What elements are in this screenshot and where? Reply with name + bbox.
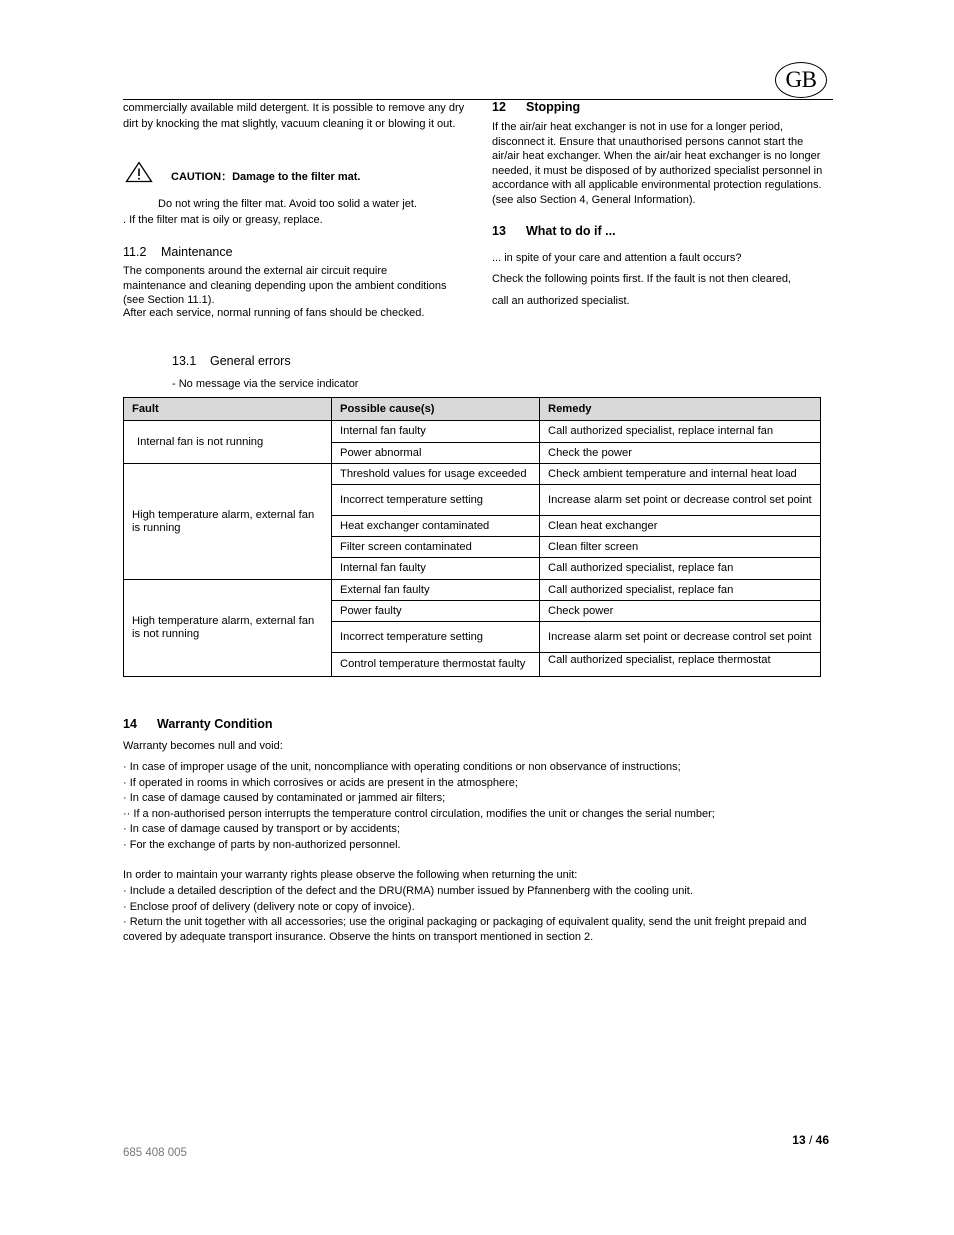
warranty-return-intro: In order to maintain your warranty rights please observe the following when returning the unit: bbox=[123, 869, 578, 881]
list-item: · Return the unit together with all accessories; use the original packaging or packaging of equivalent quality, send the unit freight prepaid and covered by adequate transport insurance. Observe the hints on transport mentioned in section 2. bbox=[123, 916, 807, 943]
fault-cell: High temperature alarm, external fan is not running bbox=[124, 580, 332, 677]
warning-triangle-icon bbox=[125, 161, 153, 183]
caution-line-1: Do not wring the filter mat. Avoid too solid a water jet. bbox=[158, 198, 418, 210]
maintenance-text: The components around the external air circuit require maintenance and cleaning depending upon the ambient conditions (see Section 11.1). bbox=[123, 265, 447, 306]
remedy-cell: Check power bbox=[540, 601, 821, 622]
what-to-do-heading: 13 What to do if ... bbox=[492, 224, 616, 238]
general-errors-heading: 13.1 General errors bbox=[172, 354, 291, 368]
maintenance-text-2: After each service, normal running of fans should be checked. bbox=[123, 307, 425, 319]
list-item: · If operated in rooms in which corrosives or acids are present in the atmosphere; bbox=[123, 776, 518, 789]
list-item: · For the exchange of parts by non-authorized personnel. bbox=[123, 838, 401, 851]
remedy-cell: Increase alarm set point or decrease control set point bbox=[540, 485, 821, 516]
warranty-heading: 14 Warranty Condition bbox=[123, 717, 273, 731]
general-errors-table bbox=[123, 397, 821, 677]
remedy-cell: Call authorized specialist, replace fan bbox=[540, 558, 821, 580]
column-header-fault: Fault bbox=[124, 398, 332, 421]
remedy-cell: Clean heat exchanger bbox=[540, 516, 821, 537]
cause-cell: Internal fan faulty bbox=[332, 558, 540, 580]
fault-cell: Internal fan is not running bbox=[124, 421, 332, 464]
warranty-intro: Warranty becomes null and void: bbox=[123, 740, 283, 752]
cause-cell: Incorrect temperature setting bbox=[332, 485, 540, 516]
list-item: ·· If a non-authorised person interrupts the temperature control circulation, modifies the unit or changes the serial number; bbox=[123, 807, 715, 820]
stopping-heading: 12 Stopping bbox=[492, 100, 581, 114]
document-number: 685 408 005 bbox=[123, 1147, 187, 1159]
cause-cell: Heat exchanger contaminated bbox=[332, 516, 540, 537]
page-number: 13 / 46 bbox=[792, 1133, 829, 1147]
remedy-cell: Check the power bbox=[540, 443, 821, 464]
remedy-cell: Clean filter screen bbox=[540, 537, 821, 558]
cause-cell: Threshold values for usage exceeded bbox=[332, 464, 540, 485]
maintenance-heading: 11.2 Maintenance bbox=[123, 245, 233, 259]
cause-cell: Internal fan faulty bbox=[332, 421, 540, 443]
caution-title: CAUTION：Damage to the filter mat. bbox=[171, 171, 361, 183]
warranty-return-list bbox=[123, 884, 833, 944]
cause-cell: External fan faulty bbox=[332, 580, 540, 601]
list-item: · Include a detailed description of the defect and the DRU(RMA) number issued by Pfannenberg with the cooling unit. bbox=[123, 885, 693, 897]
table-row bbox=[124, 421, 821, 443]
stopping-text: If the air/air heat exchanger is not in use for a longer period, disconnect it. Ensure that unauthorised persons cannot start the air/air heat exchanger. When the air/air heat exchanger is no longer needed, it must be disposed of by authorized specialist personnel in accordance with all applicable environmental protection regulations. (see also Section 4, General Information). bbox=[492, 121, 823, 206]
what-to-do-line-3: call an authorized specialist. bbox=[492, 295, 630, 307]
table-row bbox=[124, 464, 821, 485]
general-errors-note: - No message via the service indicator bbox=[172, 378, 359, 390]
column-header-remedy: Remedy bbox=[540, 398, 821, 421]
what-to-do-line-2: Check the following points first. If the fault is not then cleared, bbox=[492, 273, 791, 285]
caution-line-2: . If the filter mat is oily or greasy, replace. bbox=[123, 214, 323, 226]
cause-cell: Power faulty bbox=[332, 601, 540, 622]
remedy-cell: Increase alarm set point or decrease control set point bbox=[540, 622, 821, 653]
table-header-row bbox=[124, 398, 821, 421]
warranty-void-list bbox=[123, 760, 833, 853]
cause-cell: Control temperature thermostat faulty bbox=[332, 653, 540, 677]
list-item: · In case of damage caused by transport or by accidents; bbox=[123, 823, 400, 835]
remedy-cell: Check ambient temperature and internal heat load bbox=[540, 464, 821, 485]
list-item: · In case of damage caused by contaminated or jammed air filters; bbox=[123, 792, 446, 804]
language-badge: GB bbox=[775, 62, 827, 98]
list-item: · In case of improper usage of the unit, noncompliance with operating conditions or non observance of instructions; bbox=[123, 761, 681, 773]
cleaning-intro-text: commercially available mild detergent. It is possible to remove any dry dirt by knocking the mat slightly, vacuum cleaning it or blowing it out. bbox=[123, 102, 465, 130]
cause-cell: Filter screen contaminated bbox=[332, 537, 540, 558]
cause-cell: Incorrect temperature setting bbox=[332, 622, 540, 653]
remedy-cell: Call authorized specialist, replace fan bbox=[540, 580, 821, 601]
column-header-cause: Possible cause(s) bbox=[332, 398, 540, 421]
fault-cell: High temperature alarm, external fan is running bbox=[124, 464, 332, 580]
table-row bbox=[124, 580, 821, 601]
what-to-do-line-1: ... in spite of your care and attention a fault occurs? bbox=[492, 252, 742, 264]
remedy-cell: Call authorized specialist, replace thermostat bbox=[540, 653, 821, 677]
cause-cell: Power abnormal bbox=[332, 443, 540, 464]
list-item: · Enclose proof of delivery (delivery note or copy of invoice). bbox=[123, 900, 415, 913]
remedy-cell: Call authorized specialist, replace internal fan bbox=[540, 421, 821, 443]
